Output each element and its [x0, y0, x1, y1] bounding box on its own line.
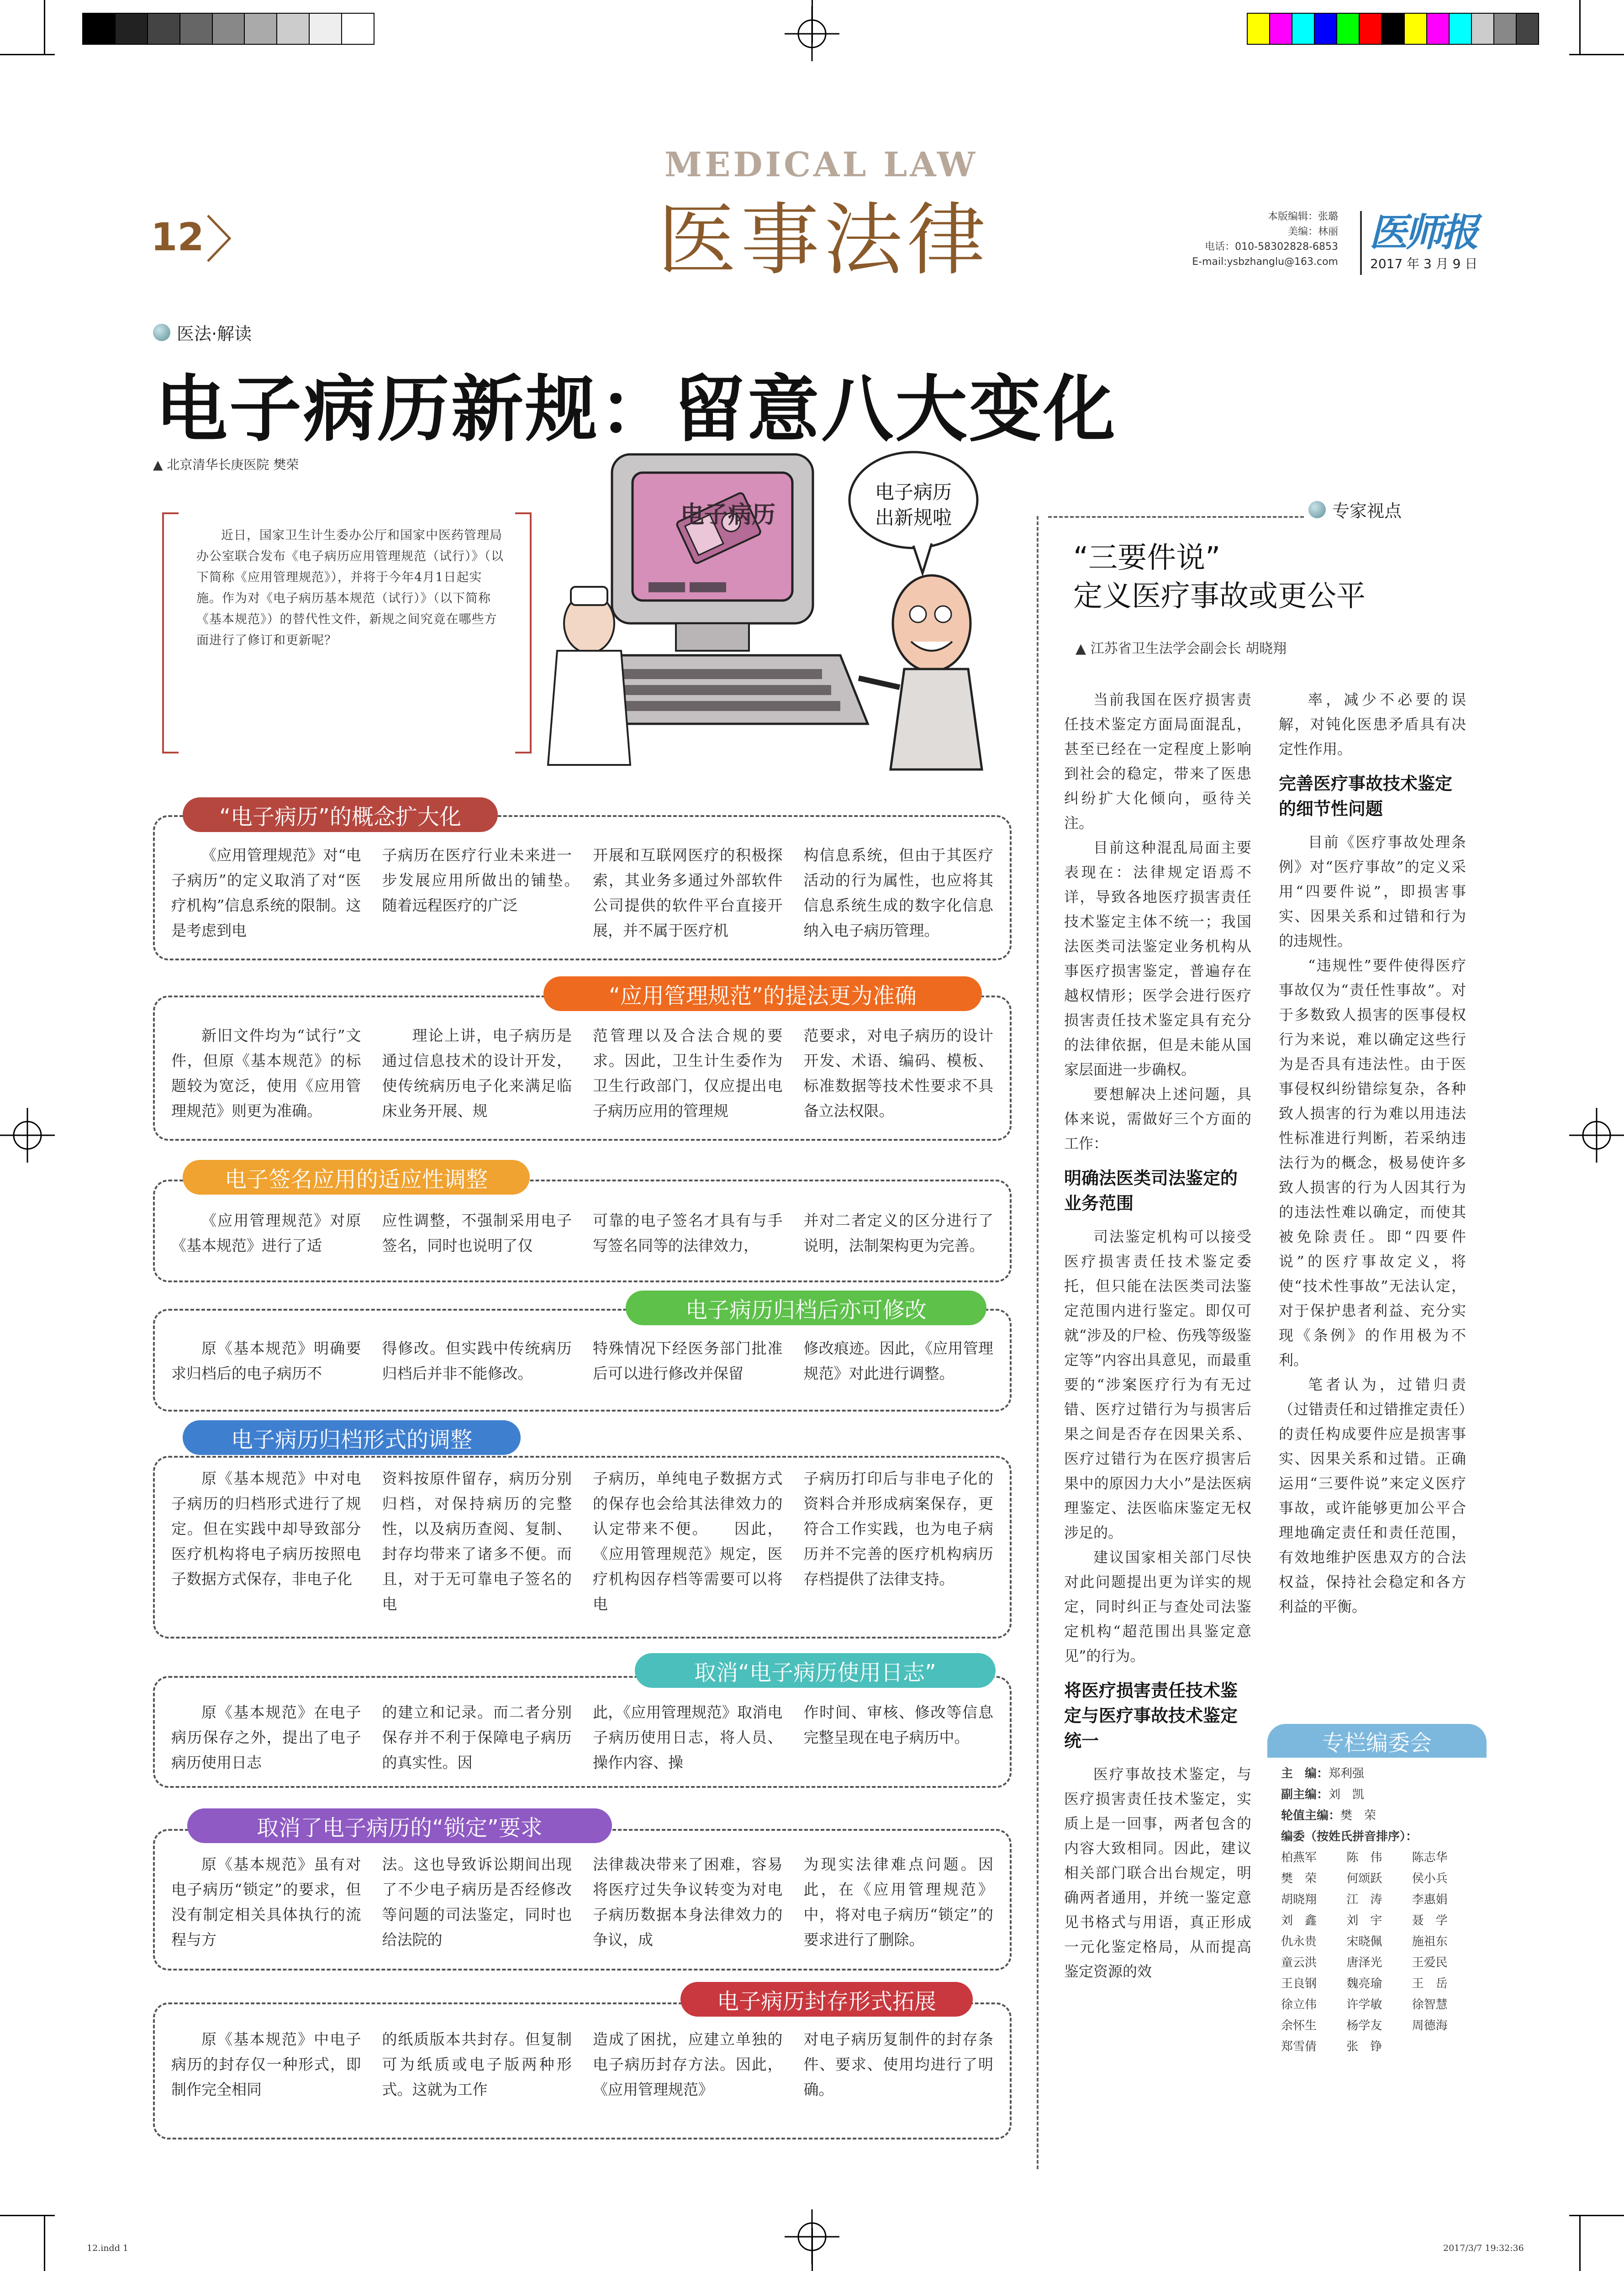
section-col: 原《基本规范》虽有对电子病历“锁定”的要求，但没有制定相关具体执行的流程与方	[171, 1855, 361, 1949]
registration-swatch	[1315, 14, 1337, 44]
committee-member: 郑雪倩	[1281, 2040, 1317, 2054]
committee-member: 刘 鑫	[1281, 1914, 1317, 1928]
committee-member: 魏亮瑜	[1346, 1977, 1382, 1991]
section-col: 新旧文件均为“试行”文件，但原《基本规范》的标题较为宽泛，使用《应用管理规范》则更为准确。	[171, 1027, 361, 1120]
registration-swatch	[116, 14, 148, 44]
committee-member: 樊 荣	[1281, 1872, 1317, 1886]
expert-paragraph: 目前这种混乱局面主要表现在：法律规定语焉不详，导致各地医疗损害责任技术鉴定主体不统一；我国法医类司法鉴定业务机构从事医疗损害鉴定，普遍存在越权情形；医学会进行医疗损害责任技术鉴定具有充分的法律依据，但是未能从国家层面进一步确权。	[1064, 839, 1251, 1078]
committee-member: 许学敏	[1346, 1998, 1382, 2012]
committee-member: 胡晓翔	[1281, 1893, 1317, 1907]
expert-byline: ▲ 江苏省卫生法学会副会长 胡晓翔	[1076, 641, 1287, 657]
section-col: 得修改。但实践中传统病历归档后并非不能修改。	[382, 1339, 572, 1382]
committee-member: 李惠娟	[1412, 1893, 1448, 1907]
page-number: 12	[151, 215, 204, 259]
footer-file-label: 12.indd 1	[87, 2243, 128, 2253]
committee-member: 周德海	[1412, 2019, 1448, 2033]
section-body-modify	[171, 1336, 993, 1395]
registration-target-bottom-icon	[785, 2209, 839, 2264]
committee-member: 聂 学	[1412, 1914, 1448, 1928]
expert-paragraph: 建议国家相关部门尽快对此问题提出更为详实的规定，同时纠正与查处司法鉴定机构“超范围出具鉴定意见”的行为。	[1064, 1549, 1251, 1665]
expert-paragraph: 要想解决上述问题，具体来说，需做好三个方面的工作：	[1064, 1085, 1251, 1152]
section-body-naming	[171, 1023, 993, 1128]
committee-member: 杨学友	[1346, 2019, 1382, 2033]
registration-target-left-icon	[0, 1108, 55, 1163]
committee-member: 刘 宇	[1346, 1914, 1382, 1928]
section-col: 并对二者定义的区分进行了说明，法制架构更为完善。	[803, 1212, 993, 1254]
section-col: 子病历，单纯电子数据方式的保存也会给其法律效力的认定带来不便。 因此，《应用管理规范》规定，医疗机构因存档等需要可以将电	[593, 1470, 783, 1613]
registration-swatch	[1360, 14, 1382, 44]
registration-swatch	[1494, 14, 1517, 44]
bullet-dot-icon	[153, 324, 170, 341]
cartoon-speech-bubble	[852, 479, 975, 531]
section-col: 子病历在医疗行业未来进一步发展应用所做出的铺垫。 随着远程医疗的广泛	[382, 846, 572, 914]
expert-column-1	[1064, 687, 1251, 2153]
committee-member: 江 涛	[1346, 1893, 1382, 1907]
section-col: 子病历打印后与非电子化的资料合并形成病案保存，更符合工作实践，也为电子病历并不完善的医疗机构病历存档提供了法律支持。	[803, 1470, 993, 1588]
committee-member: 陈志华	[1412, 1851, 1448, 1865]
committee-role: 轮值主编：	[1281, 1809, 1341, 1823]
article-headline: 电子病历新规：留意八大变化	[155, 368, 1117, 452]
section-body-seal	[171, 2027, 993, 2127]
article-byline: ▲ 北京清华长庚医院 樊荣	[153, 457, 299, 472]
section-body-lock	[171, 1852, 993, 1957]
expert-paragraph: 笔者认为，过错归责（过错责任和过错推定责任）的责任构成要件应是损害事实、因果关系和过错。正确运用“三要件说”来定义医疗事故，或许能够更加公平合理地确定责任和责任范围，有效地维护医患双方的合法权益，保持社会稳定和各方利益的平衡。	[1279, 1376, 1466, 1615]
section-title-archive-form: 电子病历归档形式的调整	[183, 1420, 521, 1455]
section-title-chinese: 医事法律	[658, 194, 990, 286]
section-body-archive-form	[171, 1466, 993, 1626]
expert-subheading: 完善医疗事故技术鉴定的细节性问题	[1279, 774, 1453, 819]
section-title-concept: “电子病历”的概念扩大化	[183, 797, 498, 832]
committee-member: 陈 伟	[1346, 1851, 1382, 1865]
expert-top-rule	[1048, 516, 1304, 518]
registration-swatch	[1337, 14, 1360, 44]
registration-swatch	[1270, 14, 1292, 44]
committee-member: 王爱民	[1412, 1956, 1448, 1970]
section-col: 作时间、审核、修改等信息完整呈现在电子病历中。	[803, 1703, 993, 1746]
article-intro: 近日，国家卫生计生委办公厅和国家中医药管理局办公室联合发布《电子病历应用管理规范（试行）》（以下简称《应用管理规范》），并将于今年4月1日起实施。作为对《电子病历基本规范（试行）》（以下简称《基本规范》）的替代性文件，新规之间究竟在哪些方面进行了修订和更新呢？	[196, 528, 504, 648]
expert-paragraph: 当前我国在医疗损害责任技术鉴定方面局面混乱，甚至已经在一定程度上影响到社会的稳定，带来了医患纠纷扩大化倾向，亟待关注。	[1064, 691, 1251, 832]
bubble-line-2: 出新规啦	[875, 506, 952, 529]
expert-paragraph: 目前《医疗事故处理条例》对“医疗事故”的定义采用“四要件说”，即损害事实、因果关系和过错和行为的违规性。	[1279, 833, 1466, 949]
expert-title-line-2: 定义医疗事故或更公平	[1073, 580, 1366, 613]
crop-mark-tr-h	[1569, 54, 1624, 55]
committee-member: 王良钢	[1281, 1977, 1317, 1991]
registration-swatch	[1382, 14, 1404, 44]
committee-name: 刘 凯	[1329, 1788, 1365, 1802]
expert-paragraph: 司法鉴定机构可以接受医疗损害责任技术鉴定委托，但只能在法医类司法鉴定范围内进行鉴定。即仅可就“涉及的尸检、伤残等级鉴定等”内容出具意见，而最重要的“涉案医疗行为有无过错、医疗过错行为与损害后果之间是否存在因果关系、医疗过错行为在医疗损害后果中的原因力大小”是法医病理鉴定、法医临床鉴定无权涉足的。	[1064, 1228, 1251, 1541]
registration-swatch	[310, 14, 342, 44]
section-col: 原《基本规范》中对电子病历的归档形式进行了规定。但在实践中却导致部分医疗机构将电子病历按照电子数据方式保存，非电子化	[171, 1470, 361, 1588]
color-registration-bar	[1247, 13, 1539, 45]
section-col: 修改痕迹。因此，《应用管理规范》对此进行调整。	[803, 1339, 993, 1382]
committee-row	[1281, 1784, 1477, 1805]
committee-member: 仇永贵	[1281, 1935, 1317, 1949]
registration-target-top-icon	[785, 6, 839, 61]
section-col: 可靠的电子签名才具有与手写签名同等的法律效力，	[593, 1212, 783, 1254]
section-col: 《应用管理规范》对“电子病历”的定义取消了对“医疗机构”信息系统的限制。这是考虑到电	[171, 846, 361, 939]
section-col: 此，《应用管理规范》取消电子病历使用日志，将人员、操作内容、操	[593, 1703, 783, 1771]
registration-swatch	[1517, 14, 1538, 44]
registration-swatch	[83, 14, 116, 44]
crop-mark-tr-v	[1579, 0, 1581, 55]
phone-line: 电话：010-58302828-6853	[1205, 241, 1338, 253]
section-tag-law-interpretation	[153, 320, 252, 345]
section-col: 造成了困扰，应建立单独的电子病历封存方法。因此，《应用管理规范》	[593, 2030, 783, 2098]
registration-swatch	[1450, 14, 1472, 44]
committee-member: 张 铮	[1346, 2040, 1382, 2054]
committee-role: 主 编：	[1281, 1767, 1329, 1781]
registration-swatch	[1405, 14, 1427, 44]
committee-member: 何颂跃	[1346, 1872, 1382, 1886]
committee-members-grid	[1281, 1847, 1477, 2057]
committee-members-label: 编委（按姓氏拼音排序）：	[1281, 1830, 1418, 1844]
committee-member: 余怀生	[1281, 2019, 1317, 2033]
masthead-divider	[1360, 211, 1362, 275]
crop-mark-tl-v	[44, 0, 45, 55]
committee-member: 童云洪	[1281, 1956, 1317, 1970]
crop-mark-bl-h	[0, 2215, 55, 2216]
section-col: 理论上讲，电子病历是通过信息技术的设计开发，使传统病历电子化来满足临床业务开展、规	[382, 1027, 572, 1120]
committee-member: 徐智慧	[1412, 1998, 1448, 2012]
registration-swatch	[1248, 14, 1270, 44]
section-col: 应性调整，不强制采用电子签名，同时也说明了仅	[382, 1212, 572, 1254]
registration-swatch	[1472, 14, 1494, 44]
section-col: 法。这也导致诉讼期间出现了不少电子病历是否经修改等问题的司法鉴定，同时也给法院的	[382, 1855, 572, 1949]
registration-swatch	[277, 14, 310, 44]
section-col: 原《基本规范》在电子病历保存之外，提出了电子病历使用日志	[171, 1703, 361, 1771]
section-tag-label: 专家视点	[1332, 501, 1402, 521]
section-title-seal: 电子病历封存形式拓展	[680, 1982, 973, 2017]
registration-swatch	[180, 14, 213, 44]
committee-member: 柏燕军	[1281, 1851, 1317, 1865]
crop-mark-bl-v	[44, 2216, 45, 2271]
section-title-log: 取消“电子病历使用日志”	[635, 1653, 996, 1688]
registration-swatch	[1427, 14, 1450, 44]
section-title-naming: “应用管理规范”的提法更为准确	[543, 976, 982, 1011]
paper-logo: 医师报	[1369, 210, 1476, 255]
section-col: 开展和互联网医疗的积极探索，其业务多通过外部软件公司提供的软件平台直接开展，并不属于医疗机	[593, 846, 783, 939]
expert-title-line-1: “三要件说”	[1073, 541, 1221, 575]
committee-member: 徐立伟	[1281, 1998, 1317, 2012]
section-col: 范要求，对电子病历的设计开发、术语、编码、模板、标准数据等技术性要求不具备立法权限。	[803, 1027, 993, 1120]
section-col: 为现实法律难点问题。因此，在《应用管理规范》中，将对电子病历“锁定”的要求进行了删除。	[803, 1855, 993, 1949]
committee-box	[1267, 1724, 1487, 2144]
section-col: 构信息系统，但由于其医疗活动的行为属性，也应将其信息系统生成的数字化信息纳入电子病历管理。	[803, 846, 993, 939]
section-tag-label: 医法·解读	[177, 324, 252, 344]
section-col: 法律裁决带来了困难，容易将医疗过失争议转变为对电子病历数据本身法律效力的争议，成	[593, 1855, 783, 1949]
registration-swatch	[1292, 14, 1315, 44]
monitor-label: 电子病历	[680, 501, 776, 529]
expert-paragraph: “违规性”要件使得医疗事故仅为“责任性事故”。对于多数致人损害的医事侵权行为来说，难以确定这些行为是否具有违法性。由于医事侵权纠纷错综复杂，各种致人损害的行为难以用违法性标准进行判断，若采纳违法行为的概念，极易使许多致人损害的行为人因其行为的违法性难以确定，而使其被免除责任。即“四要件说”的医疗事故定义，将使“技术性事故”无法认定，对于保护患者利益、充分实现《条例》的作用极为不利。	[1279, 957, 1466, 1369]
grayscale-registration-bar	[82, 13, 374, 45]
registration-swatch	[342, 14, 374, 44]
committee-row	[1281, 1763, 1477, 1784]
column-divider	[1037, 516, 1039, 2169]
committee-member: 侯小兵	[1412, 1872, 1448, 1886]
section-col: 原《基本规范》中电子病历的封存仅一种形式，即制作完全相同	[171, 2030, 361, 2098]
bullet-dot-icon	[1308, 501, 1326, 518]
registration-target-right-icon	[1569, 1108, 1624, 1163]
expert-paragraph: 医疗事故技术鉴定，与医疗损害责任技术鉴定，实质上是一回事，两者包含的内容大致相同。因此，建议相关部门联合出台规定，明确两者通用，并统一鉴定意见书格式与用语，真正形成一元化鉴定格局，从而提高鉴定资源的效	[1064, 1765, 1251, 1980]
expert-subheading: 明确法医类司法鉴定的业务范围	[1064, 1168, 1238, 1213]
section-body-signature	[171, 1208, 993, 1267]
section-col: 的纸质版本共封存。但复制可为纸质或电子版两种形式。这就为工作	[382, 2030, 572, 2098]
expert-subheading: 将医疗损害责任技术鉴定与医疗事故技术鉴定统一	[1064, 1681, 1238, 1751]
chevron-right-icon	[203, 211, 235, 266]
section-title-lock: 取消了电子病历的“锁定”要求	[187, 1808, 612, 1843]
section-col: 范管理以及合法合规的要求。因此，卫生计生委作为卫生行政部门，仅应提出电子病历应用的管理规	[593, 1027, 783, 1120]
expert-title	[1073, 539, 1366, 616]
registration-swatch	[148, 14, 180, 44]
committee-row	[1281, 1805, 1477, 1826]
editor-info	[1110, 209, 1338, 269]
section-col: 《应用管理规范》对原《基本规范》进行了适	[171, 1212, 361, 1254]
bubble-line-1: 电子病历	[875, 481, 952, 503]
section-tag-expert	[1308, 497, 1402, 522]
issue-date: 2017 年 3 月 9 日	[1370, 256, 1478, 271]
crop-mark-br-v	[1579, 2216, 1581, 2271]
committee-name: 郑利强	[1329, 1767, 1365, 1781]
footer-timestamp: 2017/3/7 19:32:36	[1443, 2243, 1524, 2253]
committee-role: 副主编：	[1281, 1788, 1329, 1802]
registration-swatch	[245, 14, 277, 44]
section-col: 的建立和记录。而二者分别保存并不利于保障电子病历的真实性。因	[382, 1703, 572, 1771]
section-col: 特殊情况下经医务部门批准后可以进行修改并保留	[593, 1339, 783, 1382]
expert-column-2	[1279, 687, 1466, 1728]
intro-bracket-right	[515, 512, 532, 753]
committee-member: 王 岳	[1412, 1977, 1448, 1991]
email-line: E-mail:ysbzhanglu@163.com	[1192, 256, 1338, 268]
section-col: 原《基本规范》明确要求归档后的电子病历不	[171, 1339, 361, 1382]
committee-body	[1267, 1758, 1487, 2057]
committee-member: 施祖东	[1412, 1935, 1448, 1949]
section-body-concept	[171, 843, 993, 948]
section-body-log	[171, 1700, 993, 1777]
committee-name: 樊 荣	[1340, 1809, 1376, 1823]
crop-mark-br-h	[1569, 2215, 1624, 2216]
designer-line: 美编：林丽	[1287, 226, 1338, 237]
crop-mark-tl-h	[0, 54, 55, 55]
section-title-signature: 电子签名应用的适应性调整	[183, 1160, 530, 1195]
expert-paragraph: 率，减少不必要的误解，对钝化医患矛盾具有决定性作用。	[1279, 691, 1466, 758]
section-col: 资料按原件留存，病历分别归档，对保持病历的完整性，以及病历查阅、复制、封存均带来了诸多不便。而且，对于无可靠电子签名的电	[382, 1470, 572, 1613]
section-title-modify: 电子病历归档后亦可修改	[626, 1291, 986, 1325]
committee-member: 唐泽光	[1346, 1956, 1382, 1970]
section-col: 对电子病历复制件的封存条件、要求、使用均进行了明确。	[803, 2030, 993, 2098]
section-title-english: MEDICAL LAW	[664, 145, 978, 184]
intro-bracket-left	[162, 512, 179, 753]
committee-title: 专栏编委会	[1267, 1724, 1487, 1758]
registration-swatch	[213, 14, 245, 44]
editor-line: 本版编辑：张璐	[1267, 211, 1338, 222]
committee-member: 宋晓佩	[1346, 1935, 1382, 1949]
